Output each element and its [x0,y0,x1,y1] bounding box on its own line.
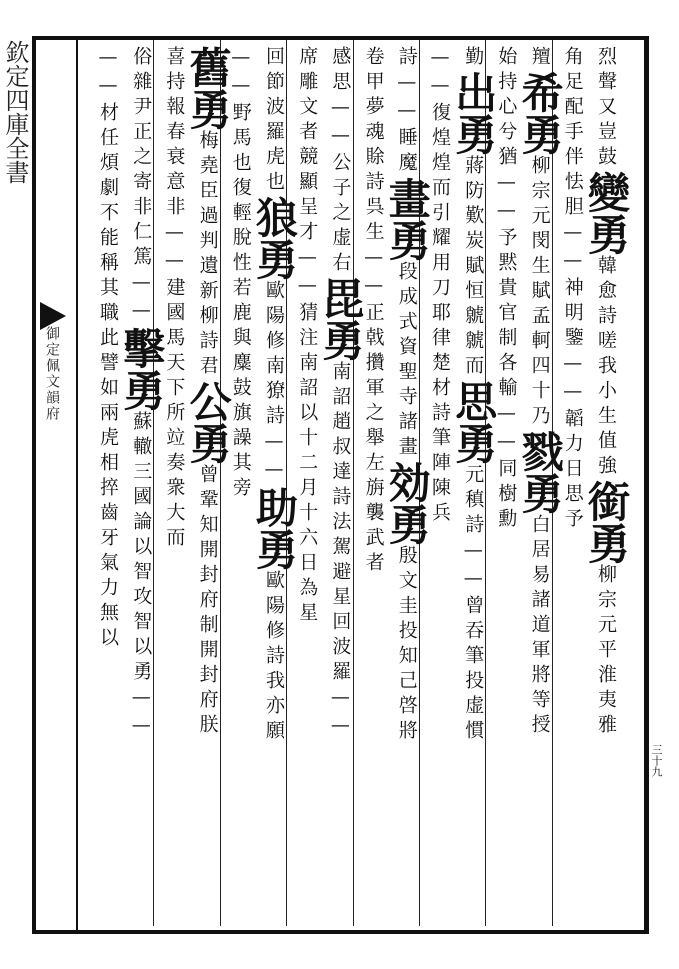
text-run: 鼓旗譟其旁 [229,377,252,502]
text-run: 南詔趙叔達詩法駕避星回波羅—— [329,361,352,742]
text-run: 始持心兮猶——予黙貴 [495,46,518,302]
fishtail-mark [40,302,66,330]
page-number: 三十九 [650,744,663,777]
text-run: ——材任煩劇不能稱其職 [97,46,119,327]
text-run: 復輕脫性若鹿與麋 [229,177,252,377]
headword: 毘勇 [316,277,366,361]
text-run: 詩——睡魔 [395,46,418,177]
text-run: 蔣防歎炭賦恒虩虩而 [462,155,485,380]
text-run: 軍之舉左旃襲武者 [362,377,385,577]
headword: 畫勇 [382,177,432,261]
headword: 變勇 [582,171,631,255]
text-run: 韓愈詩嗟我小生值強 [595,255,617,480]
headword: 効勇 [382,461,432,545]
text-run: 卷甲夢魂賖 [362,46,385,171]
text-run: 柳宗元平淮夷雅 [595,564,617,739]
text-run: 用刀耶律楚材詩筆陣陳兵 [429,252,451,527]
text-run: ——野馬也 [229,46,252,177]
text-run: 席雕文者競顯呈才 [296,46,319,246]
fold-book-title: 御定佩文韻府 [44,326,60,422]
text-run: ——韜力日思予 [561,352,584,533]
text-run: ——猜注南詔以十二月十六日為星 [296,246,319,627]
text-run: 感思——公子之虚右 [329,46,352,277]
text-run: ——復煌煌而引耀 [429,46,451,252]
text-run: 歐陽修南獠詩—— [263,280,285,486]
headword: 銜勇 [582,480,631,564]
text-run: 建國馬天下所竝奏衆大而 [163,277,186,552]
edge-title: 欽定四庫全書 [1,40,29,184]
text-run: 伴怯胆——神明鑒 [561,146,584,352]
text-run: 勤 [462,46,485,71]
text-run: 梅堯臣過判遺新柳詩君 [196,130,219,380]
headword: 擊勇 [117,327,167,411]
text-run: 殷文圭投知己啓將 [395,545,418,745]
text-run: 柳宗元閔生賦孟軻四十乃 [528,155,551,430]
text-run: 喜持報春衰意非—— [163,46,186,277]
text-run: 回節波羅虎也 [263,46,285,196]
text-run: 曾鞏知開封府制開封府朕 [196,464,219,739]
text-run: 詩呉生——正戟攢 [362,171,385,377]
headword: 狼勇 [250,196,299,280]
fold-margin [32,36,78,930]
text-run: 歐陽修詩我亦願 [263,570,285,745]
headword: 思勇 [449,380,499,464]
headword: 舊勇 [183,46,233,130]
headword: 助勇 [250,486,299,570]
headword: 希勇 [515,71,565,155]
text-column-16 [88,46,128,652]
headword: 公勇 [183,380,233,464]
text-run: 段成式資聖寺諸畫 [395,261,418,461]
text-run: 白居易諸道軍將等授 [528,514,551,739]
text-run: 元稹詩——曾吞筆投虚慣 [462,464,485,745]
text-run: 蘇轍三國論以智攻智以勇—— [130,411,153,742]
text-run: 此譬如兩虎相捽齒牙氣力無以 [97,327,119,652]
headword: 戮勇 [515,430,565,514]
headword: 出勇 [449,71,499,155]
text-run: 俗雜尹正之寄非仁篤—— [130,46,153,327]
text-run: 角足配手 [561,46,584,146]
text-run: 羶 [528,46,551,71]
text-run: 烈聲又豈鼓 [595,46,617,171]
text-run: 官制各輸——同樹勳 [495,302,518,533]
